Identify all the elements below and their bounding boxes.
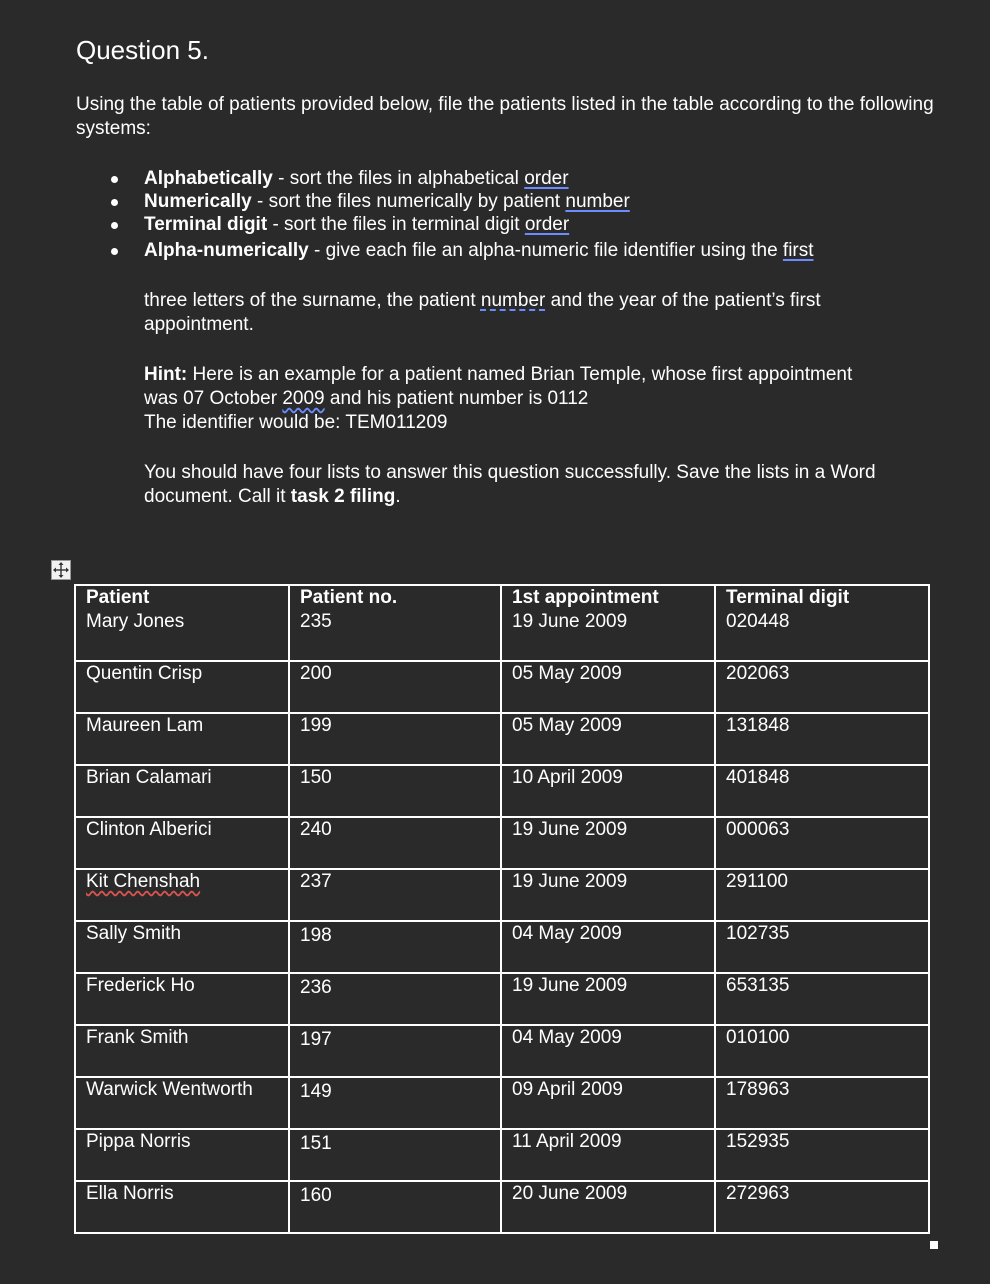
cell-value: 04 May 2009 bbox=[512, 923, 622, 944]
bullet-dot-icon bbox=[111, 176, 118, 183]
cell-value: 235 bbox=[300, 611, 332, 632]
bullet-item-terminal-digit bbox=[108, 213, 928, 236]
table-cell[interactable] bbox=[715, 765, 929, 817]
table-cell[interactable] bbox=[289, 713, 501, 765]
hint-text: was 07 October bbox=[144, 388, 283, 409]
hint-paragraph bbox=[144, 363, 944, 435]
bullet-item-alpha-numerically bbox=[108, 239, 928, 262]
table-cell[interactable] bbox=[289, 1129, 501, 1181]
cell-value: 19 June 2009 bbox=[512, 819, 628, 840]
cell-value: Warwick Wentworth bbox=[86, 1079, 253, 1100]
cell-value: 09 April 2009 bbox=[512, 1079, 623, 1100]
continuation-text: and the year of the patient’s first appointment. bbox=[144, 290, 821, 335]
bullet-text: - sort the files in terminal digit bbox=[267, 214, 525, 235]
grammar-underlined-word[interactable]: order bbox=[524, 168, 569, 189]
cell-value: 653135 bbox=[726, 975, 790, 996]
table-row bbox=[75, 1025, 929, 1077]
table-cell[interactable] bbox=[501, 1077, 715, 1129]
bullet-dot-icon bbox=[111, 222, 118, 229]
cell-value: 151 bbox=[300, 1133, 332, 1154]
question-title: Question 5. bbox=[76, 35, 209, 65]
cell-value: 05 May 2009 bbox=[512, 715, 622, 736]
table-cell[interactable] bbox=[75, 1181, 289, 1233]
table-cell[interactable] bbox=[715, 921, 929, 973]
cell-value: 020448 bbox=[726, 611, 790, 632]
bullet-text: - sort the files in alphabetical bbox=[272, 168, 525, 189]
filename-bold: task 2 filing bbox=[290, 486, 396, 507]
cell-value: 150 bbox=[300, 767, 332, 788]
table-cell[interactable] bbox=[715, 973, 929, 1025]
table-cell[interactable] bbox=[75, 585, 289, 661]
cell-value: 199 bbox=[300, 715, 332, 736]
bullet-term: Terminal digit bbox=[144, 214, 268, 235]
cell-value: Quentin Crisp bbox=[86, 663, 203, 684]
table-row bbox=[75, 817, 929, 869]
table-cell[interactable] bbox=[75, 817, 289, 869]
cell-value: 11 April 2009 bbox=[512, 1131, 622, 1152]
table-cell[interactable] bbox=[715, 585, 929, 661]
table-cell[interactable] bbox=[75, 869, 289, 921]
cell-value: 198 bbox=[300, 925, 332, 946]
table-resize-handle-icon[interactable] bbox=[930, 1241, 938, 1249]
table-cell[interactable] bbox=[289, 921, 501, 973]
cell-value: 160 bbox=[300, 1185, 332, 1206]
grammar-underlined-word[interactable]: first bbox=[782, 240, 814, 261]
bullet-dot-icon bbox=[111, 248, 118, 255]
cell-value: 202063 bbox=[726, 663, 790, 684]
cell-value: 010100 bbox=[726, 1027, 790, 1048]
cell-value: Pippa Norris bbox=[86, 1131, 191, 1152]
hint-label: Hint: bbox=[144, 364, 188, 385]
cell-value: 19 June 2009 bbox=[512, 611, 628, 632]
hint-line-2 bbox=[144, 387, 944, 411]
table-cell[interactable] bbox=[75, 661, 289, 713]
cell-value: 236 bbox=[300, 977, 332, 998]
cell-value: Ella Norris bbox=[86, 1183, 174, 1204]
table-cell[interactable] bbox=[715, 817, 929, 869]
table-move-handle-icon[interactable] bbox=[51, 560, 71, 580]
cell-value: 237 bbox=[300, 871, 332, 892]
table-cell[interactable] bbox=[75, 713, 289, 765]
table-cell[interactable] bbox=[289, 817, 501, 869]
cell-value: 05 May 2009 bbox=[512, 663, 622, 684]
cell-value: 04 May 2009 bbox=[512, 1027, 622, 1048]
cell-value: 200 bbox=[300, 663, 332, 684]
table-cell[interactable] bbox=[715, 869, 929, 921]
grammar-underlined-word[interactable]: number bbox=[480, 290, 546, 311]
table-cell[interactable] bbox=[501, 1181, 715, 1233]
table-cell[interactable] bbox=[289, 661, 501, 713]
table-cell[interactable] bbox=[715, 661, 929, 713]
table-cell[interactable] bbox=[501, 869, 715, 921]
cell-value: Sally Smith bbox=[86, 923, 182, 944]
bullet-text: - sort the files numerically by patient bbox=[251, 191, 566, 212]
cell-value: 272963 bbox=[726, 1183, 790, 1204]
bullet-term: Numerically bbox=[144, 191, 252, 212]
cell-value: 19 June 2009 bbox=[512, 871, 628, 892]
intro-paragraph: Using the table of patients provided below, file the patients listed in the table according to the following systems: bbox=[76, 94, 934, 139]
save-text: . bbox=[395, 486, 401, 507]
bullet-term: Alphabetically bbox=[144, 168, 273, 189]
cell-value: 178963 bbox=[726, 1079, 790, 1100]
bullet-text: - give each file an alpha-numeric file identifier using the bbox=[308, 240, 783, 261]
bullet-term: Alpha-numerically bbox=[144, 240, 309, 261]
cell-value: Clinton Alberici bbox=[86, 819, 212, 840]
table-cell[interactable] bbox=[501, 661, 715, 713]
bullet-item-numerically bbox=[108, 190, 928, 213]
table-cell[interactable] bbox=[289, 973, 501, 1025]
table-row bbox=[75, 921, 929, 973]
bullet-list bbox=[108, 167, 928, 262]
hint-text: Here is an example for a patient named Brian Temple, whose first appointment bbox=[187, 364, 853, 385]
table-cell[interactable] bbox=[501, 765, 715, 817]
table-row bbox=[75, 1077, 929, 1129]
hint-line-1 bbox=[144, 363, 944, 387]
continuation-text: three letters of the surname, the patient bbox=[144, 290, 481, 311]
alpha-numeric-continuation bbox=[144, 289, 924, 337]
table-cell[interactable] bbox=[289, 585, 501, 661]
table-cell[interactable] bbox=[75, 765, 289, 817]
grammar-underlined-word[interactable]: 2009 bbox=[282, 388, 325, 409]
table-cell[interactable] bbox=[289, 1077, 501, 1129]
table-row-header bbox=[75, 585, 929, 661]
cell-value: Maureen Lam bbox=[86, 715, 204, 736]
table-cell[interactable] bbox=[75, 1129, 289, 1181]
cell-value: 10 April 2009 bbox=[512, 767, 623, 788]
table-cell[interactable] bbox=[715, 1181, 929, 1233]
table-cell[interactable] bbox=[715, 713, 929, 765]
table-row bbox=[75, 1129, 929, 1181]
cell-value: 000063 bbox=[726, 819, 790, 840]
table-row bbox=[75, 869, 929, 921]
table-row bbox=[75, 973, 929, 1025]
table-cell[interactable] bbox=[75, 921, 289, 973]
table-cell[interactable] bbox=[501, 1129, 715, 1181]
bullet-item-alphabetically bbox=[108, 167, 928, 190]
cell-value: 401848 bbox=[726, 767, 790, 788]
cell-value: Brian Calamari bbox=[86, 767, 212, 788]
cell-value: Frederick Ho bbox=[86, 975, 195, 996]
table-cell[interactable] bbox=[501, 585, 715, 661]
cell-value: 152935 bbox=[726, 1131, 790, 1152]
table-cell[interactable] bbox=[715, 1129, 929, 1181]
cell-value: 20 June 2009 bbox=[512, 1183, 628, 1204]
cell-value: 102735 bbox=[726, 923, 790, 944]
table-cell[interactable] bbox=[75, 973, 289, 1025]
table-cell[interactable] bbox=[501, 1025, 715, 1077]
table-cell[interactable] bbox=[289, 1181, 501, 1233]
table-cell[interactable] bbox=[75, 1025, 289, 1077]
hint-text: and his patient number is 0112 bbox=[324, 388, 589, 409]
save-text: You should have four lists to answer this question successfully. Save the lists in a Word document. Call it bbox=[144, 462, 876, 507]
cell-value: Frank Smith bbox=[86, 1027, 189, 1048]
table-row bbox=[75, 1181, 929, 1233]
grammar-underlined-word[interactable]: number bbox=[565, 191, 630, 212]
save-instructions bbox=[144, 461, 944, 509]
table-row bbox=[75, 713, 929, 765]
cell-value: 19 June 2009 bbox=[512, 975, 628, 996]
table-cell[interactable] bbox=[715, 1025, 929, 1077]
table-cell[interactable] bbox=[501, 817, 715, 869]
cell-value: 197 bbox=[300, 1029, 332, 1050]
column-header: Patient no. bbox=[300, 587, 398, 608]
cell-value: 240 bbox=[300, 819, 332, 840]
column-header: Patient bbox=[86, 587, 150, 608]
hint-line-3: The identifier would be: TEM011209 bbox=[144, 412, 448, 433]
table-cell[interactable] bbox=[501, 921, 715, 973]
table-cell[interactable] bbox=[501, 973, 715, 1025]
table-cell[interactable] bbox=[289, 765, 501, 817]
patients-table bbox=[74, 584, 930, 1234]
table-cell[interactable] bbox=[75, 1077, 289, 1129]
column-header: 1st appointment bbox=[512, 587, 659, 608]
cell-value: 291100 bbox=[726, 871, 788, 892]
table-cell[interactable] bbox=[289, 1025, 501, 1077]
cell-value: 149 bbox=[300, 1081, 332, 1102]
table-cell[interactable] bbox=[715, 1077, 929, 1129]
table-cell[interactable] bbox=[289, 869, 501, 921]
table-row bbox=[75, 661, 929, 713]
cell-value: 131848 bbox=[726, 715, 790, 736]
column-header: Terminal digit bbox=[726, 587, 850, 608]
table-row bbox=[75, 765, 929, 817]
cell-value: Mary Jones bbox=[86, 611, 185, 632]
table-cell[interactable] bbox=[501, 713, 715, 765]
grammar-underlined-word[interactable]: order bbox=[524, 214, 570, 235]
bullet-dot-icon bbox=[111, 199, 118, 206]
cell-value: Kit Chenshah bbox=[86, 871, 201, 892]
